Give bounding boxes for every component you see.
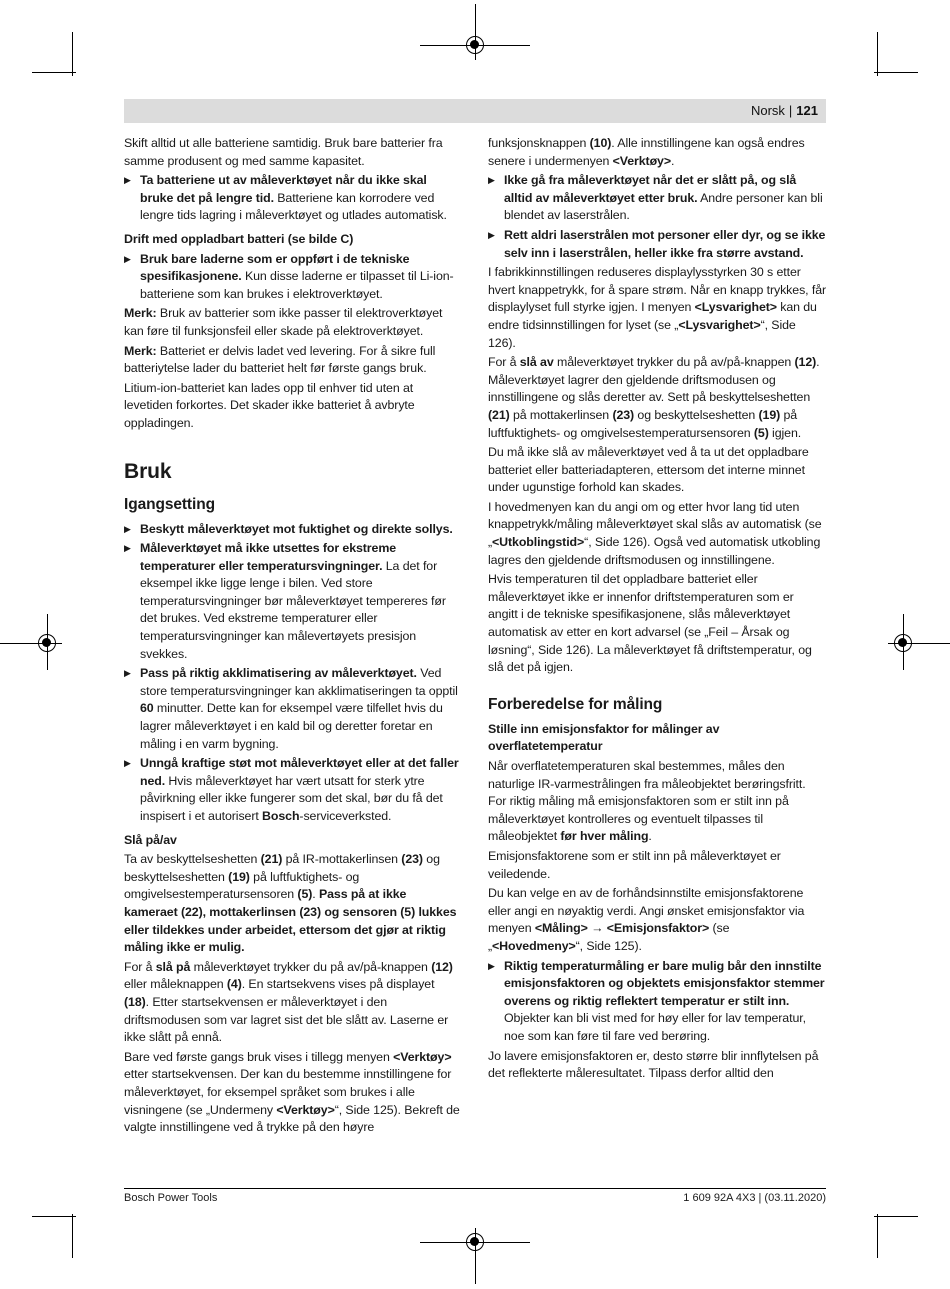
menu-name: <Måling> bbox=[534, 921, 588, 936]
text: (se „ bbox=[488, 921, 730, 953]
crop-mark bbox=[72, 1214, 73, 1258]
bold-text: slå av bbox=[519, 355, 554, 370]
bullet-text: Ved store temperatursvingninger kan akklimatiseringen ta opptil bbox=[140, 666, 458, 698]
text: kan du endre tidsinnstillingen for lyset (se „ bbox=[488, 300, 817, 332]
text: . Alle innstillingene kan også endres senere i undermenyen bbox=[488, 136, 805, 168]
bullet-text: Andre personer kan bli blendet av laserstrålen. bbox=[504, 190, 823, 223]
note-text: Bruk av batterier som ikke passer til elektroverktøyet kan føre til funksjonsfeil eller skade på elektroverktøyet. bbox=[124, 306, 443, 338]
warning-bullet bbox=[124, 540, 462, 663]
crop-mark bbox=[32, 72, 76, 73]
bullet-text: La det for eksempel ikke ligge lenge i bilen. Ved store temperatursvingninger bør måleverktøyet tempereres før det brukes. Ved ekstreme temperaturer eller temperatursvingninger kan målevertøyets presisjon svekkes. bbox=[140, 558, 446, 661]
section-heading-bruk: Bruk bbox=[124, 459, 172, 483]
paragraph bbox=[488, 499, 826, 569]
text: måleverktøyet trykker du på av/på-knappen bbox=[553, 355, 795, 370]
ref-number: (19) bbox=[228, 869, 250, 884]
ref-number: (12) bbox=[794, 355, 817, 370]
crop-mark bbox=[72, 32, 73, 76]
bullet-bold: Måleverktøyet må ikke utsettes for ekstreme temperaturer eller temperatursvingninger. bbox=[140, 541, 397, 573]
text: “, Side 125). bbox=[575, 938, 642, 953]
bullet-text: Batteriene kan korrodere ved lengre tids lagring i måleverktøyet og utlades automatisk. bbox=[140, 190, 447, 223]
crop-mark bbox=[877, 32, 878, 76]
menu-name: <Verktøy> bbox=[276, 1102, 335, 1117]
warning-bullet bbox=[124, 521, 462, 539]
header-separator: | bbox=[788, 103, 793, 118]
bullet-bold: Bruk bare laderne som er oppført i de tekniske spesifikasjonene. bbox=[140, 251, 410, 284]
ref-number: (21) bbox=[260, 852, 283, 867]
paragraph: Jo lavere emisjonsfaktoren er, desto større blir innflytelsen på det reflekterte måleresultatet. Tilpass derfor alltid den bbox=[488, 1048, 819, 1081]
bullet-bold: Unngå kraftige støt mot måleverktøyet eller at det faller ned. bbox=[140, 756, 459, 788]
paragraph bbox=[124, 851, 462, 957]
registration-target-icon bbox=[466, 36, 484, 54]
warning-bullet bbox=[124, 172, 462, 225]
text: på IR-mottakerlinsen bbox=[282, 852, 402, 867]
menu-name: <Lysvarighet> bbox=[694, 300, 777, 315]
crop-mark bbox=[32, 1216, 76, 1217]
note-label: Merk: bbox=[124, 306, 157, 321]
bullet-bold: Riktig temperaturmåling er bare mulig bår den innstilte emisjonsfaktoren og objektets emisjonsfaktor stemmer overens og riktig reflektert temperatur er stilt inn. bbox=[504, 958, 825, 1008]
bullet-bold: Pass på riktig akklimatisering av måleverktøyet. bbox=[140, 666, 417, 681]
warning-bullet bbox=[124, 665, 462, 753]
crop-mark bbox=[874, 72, 918, 73]
menu-name: <Verktøy> bbox=[612, 153, 671, 168]
text: Ta av beskyttelseshetten bbox=[124, 852, 261, 867]
ref-number: (4) bbox=[226, 977, 242, 992]
paragraph bbox=[124, 1049, 462, 1137]
crop-mark bbox=[877, 1214, 878, 1258]
text: eller måleknappen bbox=[124, 977, 227, 992]
text: . bbox=[670, 153, 675, 168]
text: . Etter startsekvensen er måleverktøyet i den driftsmodusen som var lagret sist det ble slått av. Laserne er ikke slått på ennå. bbox=[124, 994, 449, 1045]
text: Du kan velge en av de forhåndsinnstilte emisjonsfaktorene eller angi en nøyaktig verdi. Angi ønsket emisjonsfaktor via menyen bbox=[488, 886, 805, 936]
footer-rule bbox=[124, 1188, 826, 1189]
text: . bbox=[648, 829, 652, 844]
bullet-bold: Ikke gå fra måleverktøyet når det er slått på, og slå alltid av måleverktøyet etter bruk. bbox=[504, 173, 797, 205]
brand-name: Bosch bbox=[262, 809, 300, 823]
ref-number: (12) bbox=[431, 959, 453, 974]
registration-target-icon bbox=[894, 634, 912, 652]
menu-name: <Utkoblingstid> bbox=[492, 535, 585, 550]
text: etter startsekvensen. Der kan du bestemme innstillingene for måleverktøyet, for eksempel språket som brukes i alle visningene (se „Undermeny bbox=[124, 1067, 452, 1117]
text: på luftfuktighets- og omgivelsestemperatursensoren bbox=[124, 869, 360, 902]
section-heading-igangsetting: Igangsetting bbox=[124, 495, 215, 513]
bullet-bold: Beskytt måleverktøyet mot fuktighet og direkte sollys. bbox=[140, 521, 453, 536]
crop-mark bbox=[874, 1216, 918, 1217]
page-header bbox=[124, 99, 826, 123]
bullet-text: -serviceverksted. bbox=[299, 809, 392, 823]
bullet-text: Objekter kan bli vist med for høy eller for lav temperatur, noe som kan føre til fare ved berøring. bbox=[504, 1011, 806, 1043]
text: . bbox=[312, 887, 319, 902]
ref-number: (5) bbox=[297, 887, 313, 902]
bold-text: slå på bbox=[155, 959, 191, 974]
text: “, Side 126). Også ved automatisk utkobling lagres den gjeldende driftsmodusen og innstillingene. bbox=[488, 535, 821, 567]
bullet-bold: Rett aldri laserstrålen mot personer eller dyr, og se ikke selv inn i laserstrålen, heller ikke fra større avstand. bbox=[504, 227, 826, 260]
paragraph bbox=[488, 135, 826, 170]
bullet-text: minutter. Dette kan for eksempel være tilfellet hvis du lagrer måleverktøyet i en kald bil og deretter foretar en måling i en varm bygning. bbox=[140, 701, 443, 751]
footer-doc-number: 1 609 92A 4X3 | (03.11.2020) bbox=[683, 1192, 826, 1204]
text: Når overflatetemperaturen skal bestemmes, måles den naturlige IR-varmestrålingen fra måleobjektet berøringsfritt. For riktig måling må emisjonsfaktoren som er stilt inn på måleverktøyet kontrolleres og eventuelt tilpasses til måleobjektet bbox=[488, 759, 806, 844]
subheading-drift: Drift med oppladbart batteri (se bilde C) bbox=[124, 231, 354, 246]
note-label: Merk: bbox=[124, 343, 157, 358]
arrow-text: → bbox=[587, 921, 607, 936]
bullet-bold: Ta batteriene ut av måleverktøyet når du ikke skal bruke det på lengre tid. bbox=[140, 173, 427, 205]
paragraph: Litium-ion-batteriet kan lades opp til enhver tid uten at levetiden forkortes. Det skader ikke batteriet å avbryte oppladingen. bbox=[124, 380, 415, 430]
menu-name: <Hovedmeny> bbox=[492, 938, 576, 953]
paragraph bbox=[488, 354, 826, 442]
bullet-text: Kun disse laderne er tilpasset til Li-ion-batteriene som kan brukes i elektroverktøyet. bbox=[140, 269, 454, 301]
warning-bullet bbox=[124, 251, 462, 304]
ref-number: (23) bbox=[401, 852, 423, 867]
ref-number: (21) bbox=[488, 407, 510, 422]
paragraph bbox=[488, 264, 826, 352]
registration-target-icon bbox=[38, 634, 56, 652]
header-section: Norsk bbox=[750, 103, 785, 118]
menu-name: <Verktøy> bbox=[393, 1049, 452, 1064]
text: I fabrikkinnstillingen reduseres displaylysstyrken 30 s etter hvert knappetrykk, for å spare strøm. Når en knapp trykkes, får displaylyset full styrke igjen. I menyen bbox=[488, 265, 827, 315]
right-column bbox=[488, 135, 826, 1085]
bold-text: før hver måling bbox=[560, 829, 649, 844]
text: på mottakerlinsen bbox=[509, 407, 613, 422]
footer-publisher: Bosch Power Tools bbox=[124, 1192, 218, 1204]
ref-number: (19) bbox=[758, 407, 781, 422]
text: For å bbox=[124, 959, 156, 974]
ref-number: (23) bbox=[612, 407, 635, 422]
text: Bare ved første gangs bruk vises i tillegg menyen bbox=[124, 1049, 394, 1064]
note-text: Batteriet er delvis ladet ved levering. For å sikre full batteriytelse lader du batteriet helt før første gangs bruk. bbox=[124, 343, 436, 376]
paragraph: Emisjonsfaktorene som er stilt inn på måleverktøyet er veiledende. bbox=[488, 848, 781, 881]
section-heading-forberedelse: Forberedelse for måling bbox=[488, 695, 663, 713]
subheading-emisjonsfaktor: Stille inn emisjonsfaktor for målinger av overflatetemperatur bbox=[488, 721, 720, 754]
subheading-sla: Slå på/av bbox=[124, 832, 177, 847]
paragraph bbox=[488, 885, 826, 955]
page-number: 121 bbox=[796, 103, 818, 118]
text: og beskyttelseshetten bbox=[634, 407, 759, 422]
text: og beskyttelseshetten bbox=[124, 852, 440, 884]
registration-target-icon bbox=[466, 1233, 484, 1251]
bullet-text: Hvis måleverktøyet har vært utsatt for sterk ytre påvirkning eller ikke fungerer som det skal, bør du få det inspisert i et autorisert bbox=[140, 773, 443, 823]
ref-number: (10) bbox=[589, 136, 612, 150]
text: . En startsekvens vises på displayet bbox=[241, 977, 435, 992]
menu-name: <Lysvarighet> bbox=[678, 317, 761, 332]
text: . Måleverktøyet lagrer den gjeldende driftsmodusen og innstillingene og slås deretter av. Sett på beskyttelseshetten bbox=[488, 355, 820, 405]
warning-bullet bbox=[124, 755, 462, 825]
ref-number: (18) bbox=[124, 994, 146, 1009]
paragraph: Du må ikke slå av måleverktøyet ved å ta ut det oppladbare batteriet eller batteriadapteren, ettersom det interne minnet under ugunstige forhold kan skades. bbox=[488, 445, 809, 495]
bullet-number: 60 bbox=[140, 701, 154, 716]
warning-bullet bbox=[488, 958, 826, 1046]
text: “, Side 126). bbox=[488, 317, 796, 350]
paragraph: Hvis temperaturen til det oppladbare batteriet eller måleverktøyet ikke er innenfor driftstemperaturen som er angitt i de tekniske spesifikasjonene, slås måleverktøyet automatisk av etter en kort advarsel (se „Feil – Årsak og løsning“, Side 126). La måleverktøyet få driftstemperatur, og slå det på igjen. bbox=[488, 572, 812, 675]
text: “, Side 125). Bekreft de valgte innstillingene ved å trykke på den høyre bbox=[124, 1102, 460, 1135]
paragraph bbox=[488, 758, 826, 846]
text: funksjonsknappen bbox=[488, 136, 590, 150]
paragraph: Skift alltid ut alle batteriene samtidig. Bruk bare batterier fra samme produsent og med samme kapasitet. bbox=[124, 136, 443, 168]
warning-bullet bbox=[488, 227, 826, 262]
warning-bullet bbox=[488, 172, 826, 225]
text: måleverktøyet trykker du på av/på-knappen bbox=[190, 959, 432, 974]
text: på luftfuktighets- og omgivelsestemperatursensoren bbox=[488, 407, 798, 440]
paragraph bbox=[124, 959, 462, 1047]
header-text bbox=[751, 103, 818, 118]
text: igjen. bbox=[768, 425, 802, 440]
text: I hovedmenyen kan du angi om og etter hvor lang tid uten knappetrykk/måling måleverktøyet skal slås av automatisk (se „ bbox=[488, 499, 822, 550]
menu-name: <Emisjonsfaktor> bbox=[606, 921, 710, 936]
bold-text: Pass på at ikke kameraet (22), mottakerlinsen (23) og sensoren (5) lukkes eller tildekkes under arbeidet, ettersom det gjør at riktig måling ikke er mulig. bbox=[124, 887, 457, 955]
note-paragraph bbox=[124, 343, 462, 378]
note-paragraph bbox=[124, 305, 462, 340]
left-column bbox=[124, 135, 462, 1139]
text: For å bbox=[488, 355, 520, 370]
ref-number: (5) bbox=[753, 425, 769, 440]
